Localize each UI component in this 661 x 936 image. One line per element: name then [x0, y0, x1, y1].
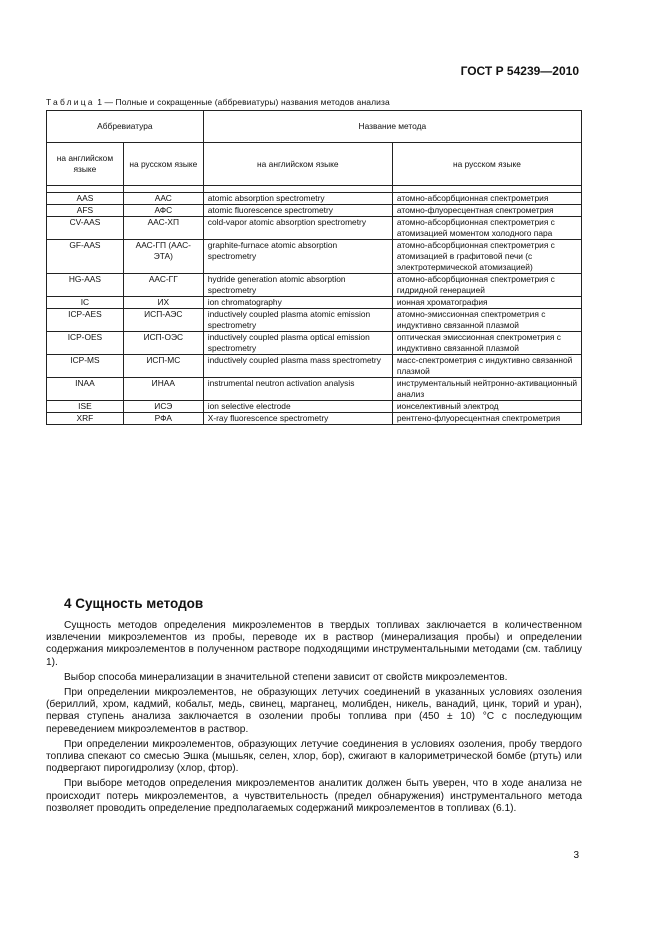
name-ru-cell: атомно-абсорбционная спектрометрия с атомизацией в графитовой печи (с электротермической атомизацией) — [392, 240, 581, 274]
name-en-cell: X-ray fluorescence spectrometry — [203, 413, 392, 425]
name-ru-cell: атомно-абсорбционная спектрометрия с атомизацией моментом холодного пара — [392, 217, 581, 240]
name-en-cell: hydride generation atomic absorption spectrometry — [203, 274, 392, 297]
name-en-cell: inductively coupled plasma atomic emission spectrometry — [203, 309, 392, 332]
abbr-en-cell: GF-AAS — [47, 240, 124, 274]
header-separator — [47, 186, 582, 193]
table-caption — [46, 97, 390, 107]
table-row — [47, 297, 582, 309]
section-body — [46, 620, 582, 818]
table-row — [47, 205, 582, 217]
abbr-ru-cell: ИСЭ — [123, 401, 203, 413]
table-body — [47, 193, 582, 425]
name-ru-cell: атомно-флуоресцентная спектрометрия — [392, 205, 581, 217]
abbr-ru-cell: ИХ — [123, 297, 203, 309]
abbr-en-cell: INAA — [47, 378, 124, 401]
abbr-en-cell: AFS — [47, 205, 124, 217]
table-caption-text: 1 — Полные и сокращенные (аббревиатуры) названия методов анализа — [97, 97, 390, 107]
abbr-ru-cell: ИСП-АЭС — [123, 309, 203, 332]
paragraph: При определении микроэлементов, образующих летучие соединения в условиях озоления, пробу твердого топлива спекают со смесью Эшка (мышьяк, селен, хлор, бор), сжигают в калориметрической бомбе (ртуть) или подвергают пирогидролизу (хлор, фтор). — [46, 738, 582, 775]
abbr-ru-cell: ИСП-ОЭС — [123, 332, 203, 355]
abbr-ru-cell: ААС-ГП (ААС-ЭТА) — [123, 240, 203, 274]
name-en-cell: ion chromatography — [203, 297, 392, 309]
header-abbr-ru: на русском языке — [123, 143, 203, 186]
abbr-ru-cell: ААС-ХП — [123, 217, 203, 240]
name-en-cell: atomic fluorescence spectrometry — [203, 205, 392, 217]
section-title: 4 Сущность методов — [64, 596, 204, 611]
table-row — [47, 217, 582, 240]
document-id: ГОСТ Р 54239—2010 — [460, 64, 579, 78]
table-row — [47, 309, 582, 332]
name-ru-cell: масс-спектрометрия с индуктивно связанной плазмой — [392, 355, 581, 378]
page-number: 3 — [573, 850, 579, 861]
abbr-ru-cell: ААС — [123, 193, 203, 205]
name-ru-cell: атомно-абсорбционная спектрометрия — [392, 193, 581, 205]
table-caption-label: Таблица — [46, 97, 95, 107]
methods-table — [46, 110, 582, 425]
table-row — [47, 413, 582, 425]
abbr-en-cell: ISE — [47, 401, 124, 413]
table-row — [47, 274, 582, 297]
name-ru-cell: атомно-эмиссионная спектрометрия с индуктивно связанной плазмой — [392, 309, 581, 332]
name-ru-cell: ионселективный электрод — [392, 401, 581, 413]
name-en-cell: instrumental neutron activation analysis — [203, 378, 392, 401]
paragraph: Сущность методов определения микроэлементов в твердых топливах заключается в количественном извлечении микроэлементов из пробы, переводе их в раствор (минерализация пробы) и определении содержания микроэлементов в полученном растворе подходящими инструментальными методами (см. таблицу 1). — [46, 620, 582, 668]
abbr-ru-cell: ИСП-МС — [123, 355, 203, 378]
abbr-ru-cell: ААС-ГГ — [123, 274, 203, 297]
table-row — [47, 378, 582, 401]
abbr-en-cell: ICP-OES — [47, 332, 124, 355]
name-ru-cell: ионная хроматография — [392, 297, 581, 309]
abbr-en-cell: ICP-AES — [47, 309, 124, 332]
header-abbreviation: Аббревиатура — [47, 111, 204, 143]
header-method-name: Название метода — [203, 111, 581, 143]
name-ru-cell: рентгено-флуоресцентная спектрометрия — [392, 413, 581, 425]
paragraph: Выбор способа минерализации в значительной степени зависит от свойств микроэлементов. — [64, 671, 508, 683]
header-abbr-en: на английском языке — [47, 143, 124, 186]
abbr-ru-cell: РФА — [123, 413, 203, 425]
table-row — [47, 193, 582, 205]
name-en-cell: inductively coupled plasma mass spectrometry — [203, 355, 392, 378]
abbr-en-cell: XRF — [47, 413, 124, 425]
name-en-cell: ion selective electrode — [203, 401, 392, 413]
table-row — [47, 355, 582, 378]
header-name-ru: на русском языке — [392, 143, 581, 186]
paragraph: При определении микроэлементов, не образующих летучих соединений в указанных условиях озоления (бериллий, хром, кадмий, кобальт, медь, свинец, марганец, молибден, никель, ванадий, цинк, торий и уран), первая ступень анализа заключается в озолении пробы топлива при (450 ± 10) °С с последующим переведением микроэлементов в раствор. — [46, 687, 582, 735]
abbr-en-cell: CV-AAS — [47, 217, 124, 240]
header-name-en: на английском языке — [203, 143, 392, 186]
abbr-en-cell: ICP-MS — [47, 355, 124, 378]
abbr-en-cell: HG-AAS — [47, 274, 124, 297]
name-ru-cell: инструментальный нейтронно-активационный анализ — [392, 378, 581, 401]
name-ru-cell: оптическая эмиссионная спектрометрия с индуктивно связанной плазмой — [392, 332, 581, 355]
table-row — [47, 401, 582, 413]
paragraph: При выборе методов определения микроэлементов аналитик должен быть уверен, что в ходе анализа не происходит потерь микроэлементов, а чувствительность (предел обнаружения) инструментального метода позволяет проводить определение предполагаемых содержаний микроэлементов в топливах (6.1). — [46, 778, 582, 814]
name-en-cell: inductively coupled plasma optical emission spectrometry — [203, 332, 392, 355]
abbr-en-cell: IC — [47, 297, 124, 309]
abbr-ru-cell: ИНАА — [123, 378, 203, 401]
abbr-en-cell: AAS — [47, 193, 124, 205]
table-row — [47, 240, 582, 274]
name-en-cell: cold-vapor atomic absorption spectrometry — [203, 217, 392, 240]
name-en-cell: atomic absorption spectrometry — [203, 193, 392, 205]
name-ru-cell: атомно-абсорбционная спектрометрия с гидридной генерацией — [392, 274, 581, 297]
abbr-ru-cell: АФС — [123, 205, 203, 217]
table-row — [47, 332, 582, 355]
name-en-cell: graphite-furnace atomic absorption spectrometry — [203, 240, 392, 274]
